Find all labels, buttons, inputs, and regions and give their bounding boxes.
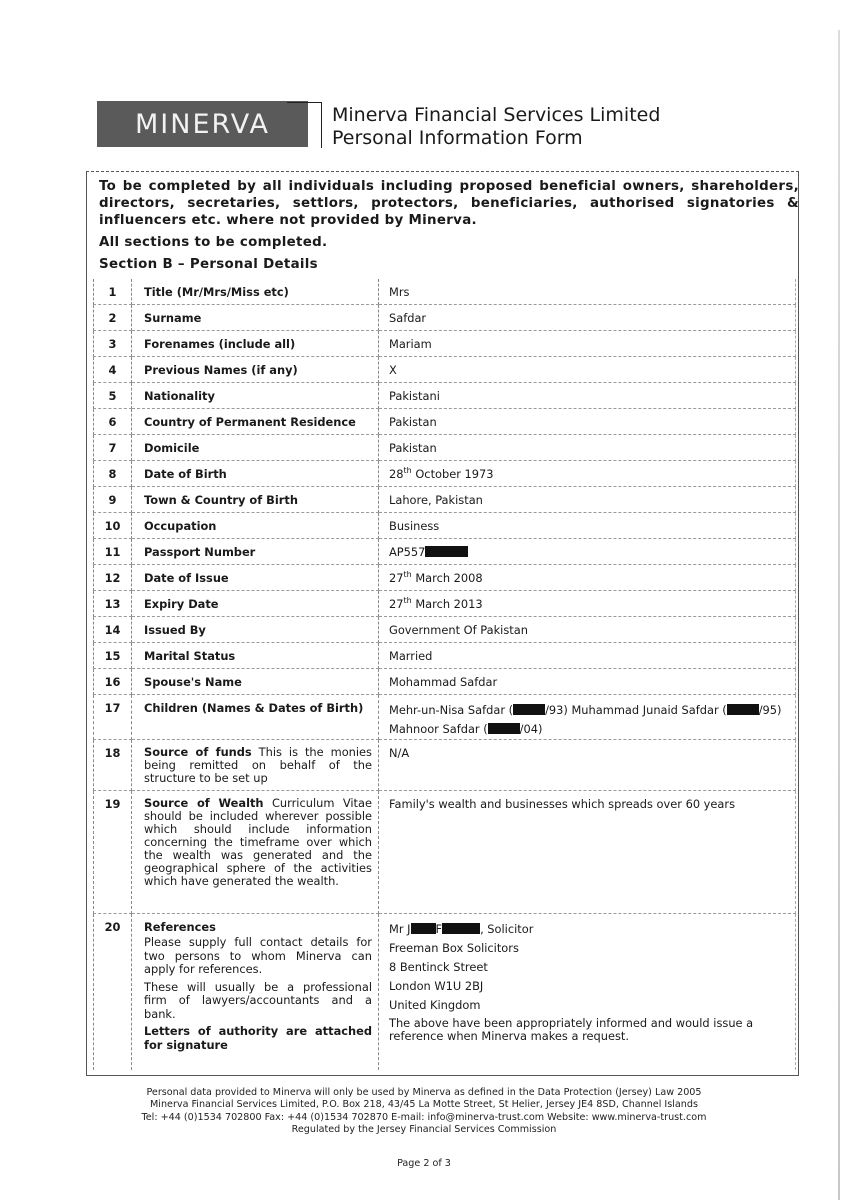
field-label: Date of Issue xyxy=(132,565,379,591)
ref-name-mid: F xyxy=(435,922,443,936)
row-number: 7 xyxy=(94,435,132,461)
references-desc-2: These will usually be a professional firm of lawyers/accountants and a bank. xyxy=(144,979,372,1021)
logo-text: MINERVA xyxy=(134,108,270,140)
field-label: Expiry Date xyxy=(132,591,379,617)
field-value-nationality: Pakistani xyxy=(379,383,796,409)
row-number: 16 xyxy=(94,669,132,695)
field-value-issue-date xyxy=(379,565,796,591)
field-label: Passport Number xyxy=(132,539,379,565)
references-desc-3: Letters of authority are attached for signature xyxy=(144,1024,372,1052)
reference-street: 8 Bentinck Street xyxy=(389,960,488,974)
field-label: Children (Names & Dates of Birth) xyxy=(132,695,379,740)
dob-day: 28 xyxy=(389,467,404,481)
field-value-marital-status: Married xyxy=(379,643,796,669)
source-wealth-desc: Curriculum Vitae should be included wherever possible which should include information concerning the timeframe over which the wealth was generated and the geographical sphere of the activities which have generated the wealth. xyxy=(144,796,372,888)
field-value-passport xyxy=(379,539,796,565)
row-number: 5 xyxy=(94,383,132,409)
row-number: 2 xyxy=(94,305,132,331)
field-label: Marital Status xyxy=(132,643,379,669)
field-label: Country of Permanent Residence xyxy=(132,409,379,435)
row-number: 18 xyxy=(94,740,132,791)
row-number: 15 xyxy=(94,643,132,669)
field-label: Date of Birth xyxy=(132,461,379,487)
row-number: 3 xyxy=(94,331,132,357)
footer-data-protection: Personal data provided to Minerva will only be used by Minerva as defined in the Data Protection (Jersey) Law 2005 xyxy=(146,1087,702,1098)
field-label: Surname xyxy=(132,305,379,331)
field-value-surname: Safdar xyxy=(379,305,796,331)
source-funds-label: Source of funds xyxy=(144,745,252,759)
footer-regulator: Regulated by the Jersey Financial Services Commission xyxy=(291,1123,557,1135)
page-footer xyxy=(0,1087,848,1136)
minerva-logo xyxy=(97,101,308,147)
field-value-spouse: Mohammad Safdar xyxy=(379,669,796,695)
reference-name xyxy=(389,920,789,939)
row-number: 13 xyxy=(94,591,132,617)
intro-paragraph: To be completed by all individuals including proposed beneficial owners, shareholders, directors, secretaries, settlors, protectors, beneficiaries, authorised signatories & influencers etc. where not provided by Minerva. xyxy=(99,179,799,228)
field-label xyxy=(132,914,379,1071)
child-2-year: /95) xyxy=(758,703,782,717)
redaction-block xyxy=(727,704,759,715)
field-label: Occupation xyxy=(132,513,379,539)
personal-details-table xyxy=(93,279,796,1070)
table-row xyxy=(94,461,796,487)
children-line-1 xyxy=(389,701,789,720)
table-row xyxy=(94,539,796,565)
references-desc-1: Please supply full contact details for two persons to whom Minerva can apply for references. xyxy=(144,935,372,976)
table-row xyxy=(94,740,796,791)
all-sections-note: All sections to be completed. xyxy=(99,235,328,250)
table-row xyxy=(94,357,796,383)
row-number: 1 xyxy=(94,279,132,305)
table-row xyxy=(94,617,796,643)
field-value-title: Mrs xyxy=(379,279,796,305)
expiry-ordinal: th xyxy=(403,596,412,606)
field-label: Town & Country of Birth xyxy=(132,487,379,513)
redaction-block xyxy=(425,546,468,557)
field-value-occupation: Business xyxy=(379,513,796,539)
row-number: 20 xyxy=(94,914,132,1071)
table-row xyxy=(94,435,796,461)
table-row xyxy=(94,305,796,331)
child-3-name: Mahnoor Safdar ( xyxy=(389,722,488,736)
source-funds-text xyxy=(144,746,372,785)
field-value-domicile: Pakistan xyxy=(379,435,796,461)
header-title-block xyxy=(332,104,660,150)
page-number: Page 2 of 3 xyxy=(397,1158,451,1169)
table-row xyxy=(94,383,796,409)
scan-edge xyxy=(838,30,840,1200)
footer-address: Minerva Financial Services Limited, P.O. Box 218, 43/45 La Motte Street, St Helier, Jersey JE4 8SD, Channel Islands xyxy=(150,1099,698,1111)
table-row xyxy=(94,513,796,539)
table-row xyxy=(94,791,796,914)
field-value-residence: Pakistan xyxy=(379,409,796,435)
row-number: 8 xyxy=(94,461,132,487)
reference-firm: Freeman Box Solicitors xyxy=(389,941,519,955)
child-2-name: /93) Muhammad Junaid Safdar ( xyxy=(545,703,727,717)
row-number: 17 xyxy=(94,695,132,740)
expiry-rest: March 2013 xyxy=(411,597,483,611)
field-value-references xyxy=(379,914,796,1071)
row-number: 6 xyxy=(94,409,132,435)
field-value-date-of-birth xyxy=(379,461,796,487)
header-rule xyxy=(287,102,321,103)
field-label xyxy=(132,740,379,791)
field-label: Issued By xyxy=(132,617,379,643)
field-value-previous-names: X xyxy=(379,357,796,383)
table-row xyxy=(94,914,796,1071)
child-1-name: Mehr-un-Nisa Safdar ( xyxy=(389,703,514,717)
reference-country: United Kingdom xyxy=(389,998,481,1012)
table-row xyxy=(94,591,796,617)
row-number: 12 xyxy=(94,565,132,591)
reference-note: The above have been appropriately informed and would issue a reference when Minerva makes a request. xyxy=(389,1016,754,1043)
source-wealth-text xyxy=(144,797,372,888)
field-label xyxy=(132,791,379,914)
table-row xyxy=(94,487,796,513)
table-row xyxy=(94,695,796,740)
table-row xyxy=(94,565,796,591)
field-label: Spouse's Name xyxy=(132,669,379,695)
ref-name-post: , Solicitor xyxy=(480,922,534,936)
footer-contact: Tel: +44 (0)1534 702800 Fax: +44 (0)1534 702870 E-mail: info@minerva-trust.com Website: www.minerva-trust.com xyxy=(141,1111,707,1123)
source-funds-desc: This is the monies being remitted on behalf of the structure to be set up xyxy=(144,745,372,785)
row-number: 19 xyxy=(94,791,132,914)
table-row xyxy=(94,409,796,435)
child-3-year: /04) xyxy=(519,722,543,736)
row-number: 4 xyxy=(94,357,132,383)
children-line-2 xyxy=(389,720,789,739)
field-label: Previous Names (if any) xyxy=(132,357,379,383)
field-label: Nationality xyxy=(132,383,379,409)
header-divider xyxy=(321,102,322,148)
dob-ordinal: th xyxy=(403,466,412,476)
field-value-birthplace: Lahore, Pakistan xyxy=(379,487,796,513)
dob-rest: October 1973 xyxy=(411,467,494,481)
field-value-forenames: Mariam xyxy=(379,331,796,357)
ref-name-pre: Mr J xyxy=(389,922,411,936)
redaction-block xyxy=(513,704,545,715)
field-label: Domicile xyxy=(132,435,379,461)
source-wealth-label: Source of Wealth xyxy=(144,796,264,810)
expiry-day: 27 xyxy=(389,597,404,611)
field-value-expiry-date xyxy=(379,591,796,617)
row-number: 11 xyxy=(94,539,132,565)
table-row xyxy=(94,279,796,305)
reference-city: London W1U 2BJ xyxy=(389,979,484,993)
table-row xyxy=(94,331,796,357)
row-number: 9 xyxy=(94,487,132,513)
table-row xyxy=(94,669,796,695)
field-value-issued-by: Government Of Pakistan xyxy=(379,617,796,643)
field-value-children xyxy=(379,695,796,740)
field-value-source-funds: N/A xyxy=(379,740,796,791)
table-row xyxy=(94,643,796,669)
issue-day: 27 xyxy=(389,571,404,585)
row-number: 14 xyxy=(94,617,132,643)
field-label: Forenames (include all) xyxy=(132,331,379,357)
issue-ordinal: th xyxy=(403,570,412,580)
form-title: Personal Information Form xyxy=(332,127,583,149)
company-name: Minerva Financial Services Limited xyxy=(332,104,661,126)
redaction-block xyxy=(488,723,520,734)
section-title: Section B – Personal Details xyxy=(99,257,318,272)
passport-prefix: AP557 xyxy=(389,545,426,559)
references-label: References xyxy=(144,920,216,934)
row-number: 10 xyxy=(94,513,132,539)
redaction-block xyxy=(411,923,436,934)
field-value-source-wealth: Family's wealth and businesses which spreads over 60 years xyxy=(379,791,796,914)
redaction-block xyxy=(442,923,480,934)
issue-rest: March 2008 xyxy=(411,571,483,585)
field-label: Title (Mr/Mrs/Miss etc) xyxy=(132,279,379,305)
